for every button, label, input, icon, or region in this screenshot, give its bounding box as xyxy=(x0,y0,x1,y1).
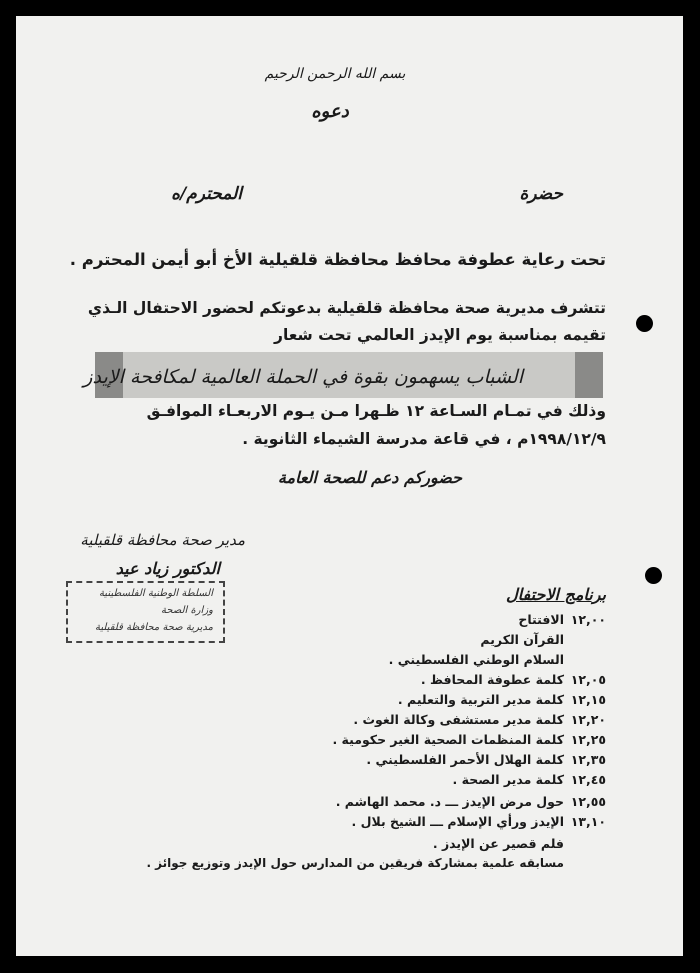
addressee-hadra: حضرة xyxy=(519,184,563,204)
program-item-time: ١٢,٠٠ xyxy=(570,612,606,627)
program-item xyxy=(146,856,606,870)
program-item-time: ١٣,١٠ xyxy=(570,814,606,829)
program-item-time: ١٢,٥٥ xyxy=(570,794,606,809)
program-item-text: مسابقه علمية بمشاركة فريقين من المدارس حول الإيدز وتوزيع جوائز . xyxy=(146,856,564,870)
program-item-time: ١٢,٢٥ xyxy=(570,732,606,747)
program-item xyxy=(336,794,606,809)
program-item-text: كلمة مدير التربية والتعليم . xyxy=(397,692,564,707)
program-item xyxy=(398,692,606,707)
program-item-text: حول مرض الإيدز ـــ د. محمد الهاشم . xyxy=(335,794,564,809)
program-item xyxy=(453,772,606,787)
program-item-text: فلم قصير عن الإيدز . xyxy=(432,836,564,851)
signature-title: مدير صحة محافظة قلقيلية xyxy=(80,531,245,549)
program-item xyxy=(480,632,606,647)
closing-line: حضوركم دعم للصحة العامة xyxy=(277,468,462,487)
official-stamp xyxy=(66,581,225,643)
body-line-2: تقيمه بمناسبة يوم الإيدز العالمي تحت شعار xyxy=(274,326,606,344)
program-item xyxy=(366,752,606,767)
signature-name: الدكتور زياد عيد xyxy=(115,559,220,578)
program-item-text: كلمة الهلال الأحمر الفلسطيني . xyxy=(366,752,564,767)
stamp-line-3: مديرية صحة محافظة قلقيلية xyxy=(95,622,213,633)
program-item-text: كلمة المنظمات الصحية الغير حكومية . xyxy=(332,732,564,747)
program-item xyxy=(518,612,606,627)
stamp-line-1: السلطة الوطنية الفلسطينية xyxy=(98,588,213,599)
program-item xyxy=(433,836,606,851)
slogan-banner xyxy=(83,352,603,398)
program-item xyxy=(389,652,606,667)
program-item xyxy=(332,732,606,747)
program-item-text: الإيدز ورأي الإسلام ـــ الشيخ بلال . xyxy=(351,814,564,829)
program-item-time: ١٢,٤٥ xyxy=(570,772,606,787)
program-item xyxy=(421,672,606,687)
program-item-text: القرآن الكريم xyxy=(480,632,564,647)
program-item-time: ١٢,٢٠ xyxy=(570,712,606,727)
body-line-3: وذلك في تمـام السـاعة ١٢ ظـهرا مـن يـوم الاربعـاء الموافـق xyxy=(146,402,606,420)
basmala: بسم الله الرحمن الرحيم xyxy=(264,66,406,82)
program-heading: برنامج الاحتفال xyxy=(506,585,606,604)
program-item xyxy=(352,814,606,829)
program-item-text: السلام الوطني الفلسطيني . xyxy=(388,652,564,667)
program-item-text: كلمة مدير مستشفى وكالة الغوث . xyxy=(353,712,564,727)
program-item xyxy=(353,712,606,727)
page-title: دعوه xyxy=(311,101,349,122)
body-line-1: تتشرف مديرية صحة محافظة قلقيلية بدعوتكم لحضور الاحتفال الـذي xyxy=(87,299,606,317)
program-item-text: كلمة عطوفة المحافظ . xyxy=(420,672,564,687)
stamp-line-2: وزارة الصحة xyxy=(161,605,213,616)
slogan-text: الشباب يسهمون بقوة في الحملة العالمية لمكافحة الإيدز xyxy=(83,366,523,388)
punch-hole xyxy=(645,567,662,584)
punch-hole xyxy=(636,315,653,332)
body-line-4: ١٩٩٨/١٢/٩م ، في قاعة مدرسة الشيماء الثانوية . xyxy=(242,430,606,448)
program-item-text: كلمة مدير الصحة . xyxy=(452,772,564,787)
program-item-time: ١٢,٣٥ xyxy=(570,752,606,767)
program-item-time: ١٢,٠٥ xyxy=(570,672,606,687)
patronage-line: تحت رعاية عطوفة محافظ محافظة قلقيلية الأخ أبو أيمن المحترم . xyxy=(69,250,606,269)
addressee-muhtaram: المحترم/ه xyxy=(171,184,242,204)
program-item-time: ١٢,١٥ xyxy=(570,692,606,707)
program-item-text: الافتتاح xyxy=(518,612,564,627)
